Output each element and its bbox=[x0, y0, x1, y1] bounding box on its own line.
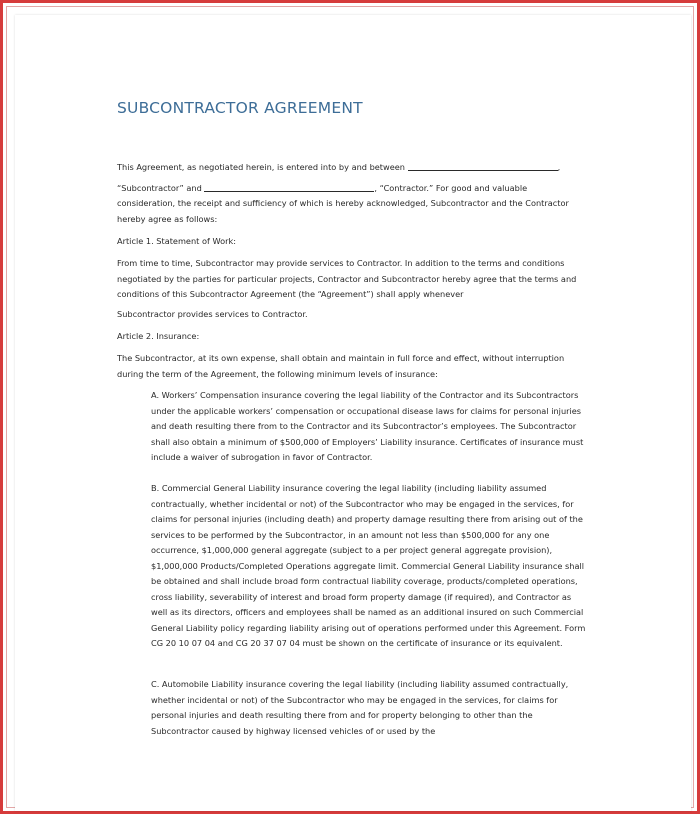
document-title: SUBCONTRACTOR AGREEMENT bbox=[117, 99, 363, 117]
intro-text-2a: “Subcontractor” and bbox=[117, 183, 202, 193]
article-2-body: The Subcontractor, at its own expense, shall obtain and maintain in full force and effect, without interruption during the term of the Agreement, the following minimum levels of insurance: bbox=[117, 353, 565, 379]
intro-line-3: consideration, the receipt and sufficiency of which is hereby acknowledged, Subcontractor and the Contractor hereby agree as follows: bbox=[117, 198, 569, 224]
intro-line-1: This Agreement, as negotiated herein, is entered into by and between , bbox=[117, 162, 561, 172]
intro-text-2b: , “Contractor.” For good and valuable bbox=[374, 183, 528, 193]
intro-text-1: This Agreement, as negotiated herein, is entered into by and between bbox=[117, 162, 405, 172]
insurance-item-a: A. Workers’ Compensation insurance covering the legal liability of the Contractor and its Subcontractors under the applicable workers’ compensation or occupational disease laws for claims for personal injuries and death resulting there from to the Contractor and its Subcontractor’s employees. The Subcontractor shall also obtain a minimum of $500,000 of Employers’ Liability insurance. Certificates of insurance must include a waiver of subrogation in favor of Contractor. bbox=[151, 390, 584, 462]
article-1-body: From time to time, Subcontractor may provide services to Contractor. In addition to the terms and conditions negotiated by the parties for particular projects, Contractor and Subcontractor hereby agree that the terms and conditions of this Subcontractor Agreement (the “Agreement”) shall apply whenever bbox=[117, 258, 577, 299]
article-1-body-2: Subcontractor provides services to Contractor. bbox=[117, 309, 308, 319]
intro-line-2 bbox=[117, 181, 587, 197]
insurance-item-b: B. Commercial General Liability insurance covering the legal liability (including liability assumed contractually, whether incidental or not) of the Subcontractor who may be engaged in the services, for claims for personal injuries (including death) and property damage resulting there from arising out of the services to be performed by the Subcontractor, in an amount not less than $500,000 for any one occurrence, $1,000,000 general aggregate (subject to a per project general aggregate provision), $1,000,000 Products/Completed Operations aggregate limit. Commercial General Liability insurance shall be obtained and shall include broad form contractual liability coverage, products/completed operations, cross liability, severability of interest and broad form property damage (if required), and Contractor as well as its directors, officers and employees shall be named as an additional insured on such Commercial General Liability policy regarding liability arising out of operations performed under this Agreement. Form CG 20 10 07 04 and CG 20 37 07 04 must be shown on the certificate of insurance or its equivalent. bbox=[151, 483, 586, 648]
insurance-item-c: C. Automobile Liability insurance covering the legal liability (including liability assumed contractually, whether incidental or not) of the Subcontractor who may be engaged in the services, for claims for personal injuries and death resulting there from and for property belonging to other than the Subcontractor caused by highway licensed vehicles of or used by the bbox=[151, 679, 569, 736]
party-blank-1 bbox=[408, 160, 558, 171]
article-1-heading: Article 1. Statement of Work: bbox=[117, 236, 236, 246]
article-2-heading: Article 2. Insurance: bbox=[117, 331, 200, 341]
document-page bbox=[15, 15, 691, 811]
party-blank-2 bbox=[204, 181, 374, 192]
